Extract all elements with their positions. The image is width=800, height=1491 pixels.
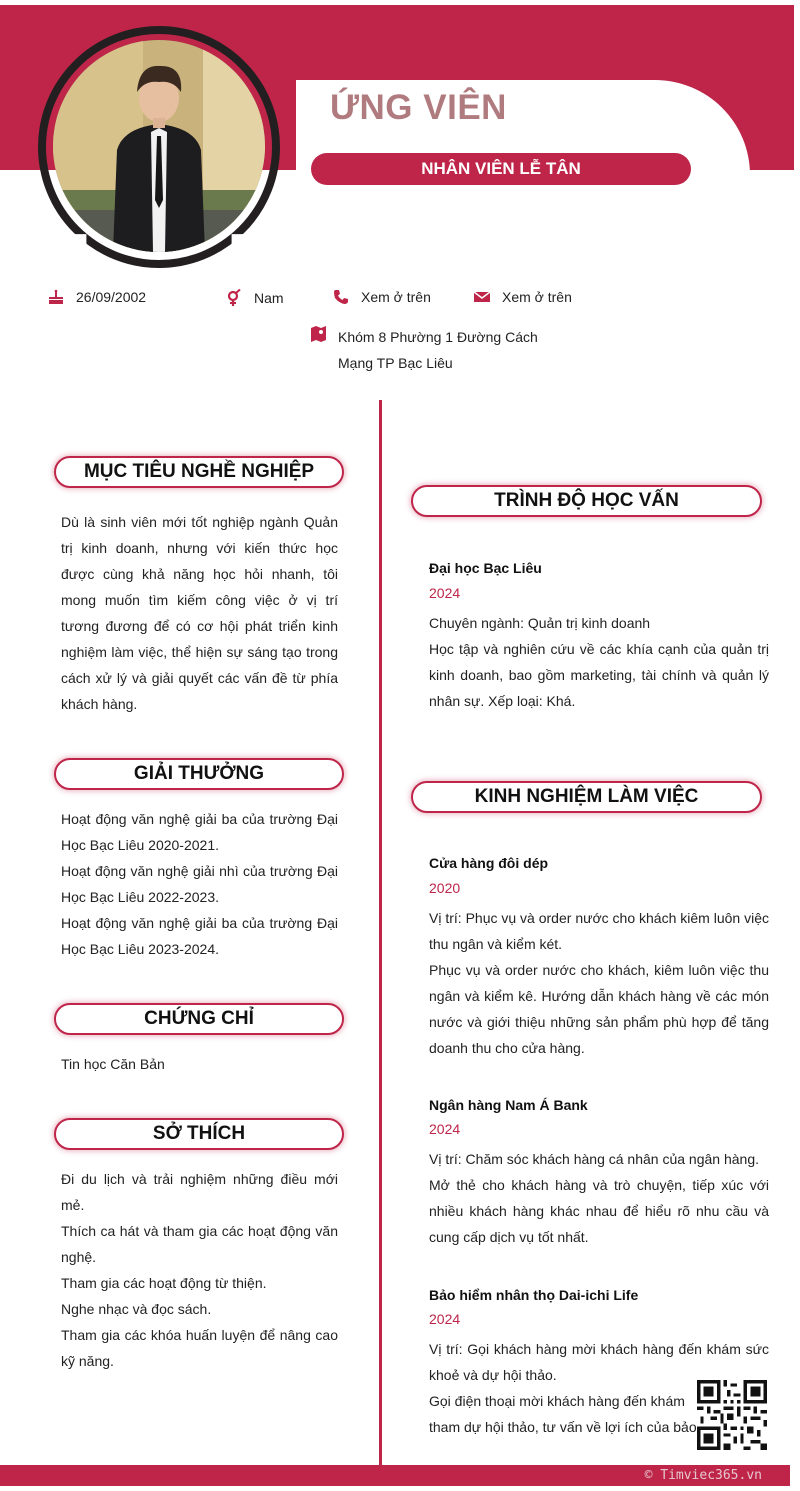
footer-copyright: © Timviec365.vn [644,1468,762,1483]
phone-info [333,289,431,305]
education-desc: Học tập và nghiên cứu về các khía cạnh của quản trị kinh doanh, bao gồm marketing, tài chính và quản lý nhân sự. Xếp loại: Khá. [429,641,769,709]
education-year: 2024 [429,585,461,601]
job-desc-line: tham dự hội thảo, tư vấn về lợi ích của bảo [429,1419,697,1435]
phone-text: Xem ở trên [361,289,431,305]
job-desc [429,1388,697,1440]
phone-icon [333,289,349,305]
job-title: NHÂN VIÊN LỄ TÂN [421,159,581,178]
gender-icon [226,289,242,307]
job-desc-line: Gọi điện thoại mời khách hàng đến khám [429,1393,685,1409]
awards-header [54,758,344,790]
cake-icon [48,289,64,305]
map-pin-icon [310,326,327,342]
education-major: Chuyên ngành: Quản trị kinh doanh [429,615,651,631]
email-text: Xem ở trên [502,289,572,305]
birthday-text: 26/09/2002 [76,289,147,305]
education-title: TRÌNH ĐỘ HỌC VẤN [494,490,679,511]
hobby-item: Đi du lịch và trải nghiệm những điều mới mẻ. [61,1171,338,1213]
education-detail [429,610,769,714]
job-position: Vị trí: Gọi khách hàng mời khách hàng đến khám sức khoẻ và dự hội thảo. [429,1341,769,1383]
experience-title: KINH NGHIỆM LÀM VIỆC [474,786,699,807]
job-year: 2020 [429,880,461,896]
envelope-icon [474,290,490,304]
hobby-item: Thích ca hát và tham gia các hoạt động văn nghệ. [61,1223,338,1265]
award-item: Hoạt động văn nghệ giải ba của trường Đại Học Bạc Liêu 2020-2021. [61,811,338,853]
hobbies-list [61,1166,338,1374]
birthday-info [48,289,146,305]
certificates-title: CHỨNG CHỈ [144,1008,254,1029]
school-name: Đại học Bạc Liêu [429,560,542,576]
experience-header [411,781,762,813]
job-year: 2024 [429,1311,461,1327]
award-item: Hoạt động văn nghệ giải ba của trường Đại Học Bạc Liêu 2023-2024. [61,915,338,957]
objective-text: Dù là sinh viên mới tốt nghiệp ngành Quản trị kinh doanh, nhưng với kiến thức học được cùng khả năng học hỏi nhanh, tôi mong muốn tìm kiếm công việc ở vị trí tương đương để có cơ hội phát triển kinh nghiệm làm việc, thể hiện sự sáng tạo trong cách xử lý và giải quyết các vấn đề từ phía khách hàng. [61,514,338,712]
column-divider [379,400,382,1468]
avatar [53,40,265,252]
objective-header [54,456,344,488]
avatar-photo [53,40,265,252]
hobbies-title: SỞ THÍCH [152,1123,246,1144]
job-detail [429,905,769,1061]
job-year: 2024 [429,1121,461,1137]
awards-title: GIẢI THƯỞNG [133,763,265,784]
footer-bar [0,1465,790,1486]
job-desc: Mở thẻ cho khách hàng và trò chuyện, tiếp xúc với nhiều khách hàng khác nhau để hiểu rõ nhu cầu và cung cấp dịch vụ tốt nhất. [429,1177,769,1245]
job-position: Vị trí: Chăm sóc khách hàng cá nhân của ngân hàng. [429,1151,759,1167]
gender-info [226,289,284,307]
certificates-list [61,1051,338,1077]
address-text: Khóm 8 Phường 1 Đường Cách Mạng TP Bạc Liêu [338,329,538,371]
job-title-badge [311,153,691,185]
job-company: Ngân hàng Nam Á Bank [429,1097,588,1113]
hobby-item: Tham gia các khóa huấn luyện để nâng cao kỹ năng. [61,1327,338,1369]
objective-title: MỤC TIÊU NGHỀ NGHIỆP [83,461,315,482]
awards-list [61,806,338,962]
job-detail [429,1146,769,1250]
hobby-item: Nghe nhạc và đọc sách. [61,1301,212,1317]
certificate-item: Tin học Căn Bản [61,1056,165,1072]
job-company: Bảo hiểm nhân thọ Dai-ichi Life [429,1287,639,1303]
candidate-name: ỨNG VIÊN [330,88,507,127]
job-desc: Phục vụ và order nước cho khách, kiêm luôn việc thu ngân và kiểm kê. Hướng dẫn khách hàng về các món nước và giới thiệu những sản phẩm phù hợp để tăng doanh thu cho cửa hàng. [429,962,769,1056]
job-company: Cửa hàng đôi dép [429,855,549,871]
certificates-header [54,1003,344,1035]
hobbies-header [54,1118,344,1150]
qr-code-icon [697,1380,767,1450]
job-position: Vị trí: Phục vụ và order nước cho khách kiêm luôn việc thu ngân và kiểm két. [429,910,769,952]
email-info [474,289,572,305]
education-header [411,485,762,517]
gender-text: Nam [254,290,284,306]
award-item: Hoạt động văn nghệ giải nhì của trường Đại Học Bạc Liêu 2022-2023. [61,863,338,905]
hobby-item: Tham gia các hoạt động từ thiện. [61,1275,267,1291]
